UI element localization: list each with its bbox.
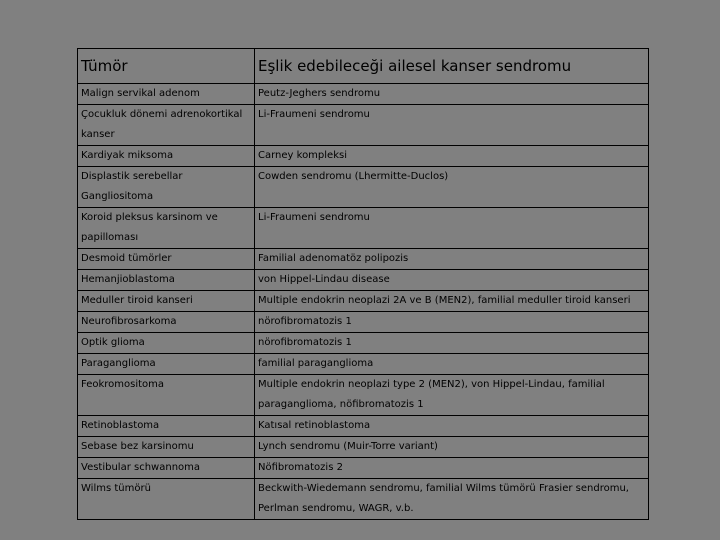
table-row	[78, 167, 649, 208]
syndrome-cell: Katısal retinoblastoma	[255, 416, 649, 437]
tumor-cell: Feokromositoma	[78, 375, 255, 416]
table-row	[78, 479, 649, 520]
tumor-cell: Kardiyak miksoma	[78, 146, 255, 167]
tumor-cell: Optik glioma	[78, 333, 255, 354]
syndrome-cell: Multiple endokrin neoplazi 2A ve B (MEN2), familial meduller tiroid kanseri	[255, 291, 649, 312]
table-row	[78, 249, 649, 270]
syndrome-cell: Familial adenomatöz polipozis	[255, 249, 649, 270]
table-row	[78, 84, 649, 105]
syndrome-cell: Cowden sendromu (Lhermitte-Duclos)	[255, 167, 649, 208]
tumor-cell: Neurofibrosarkoma	[78, 312, 255, 333]
syndrome-cell: Beckwith-Wiedemann sendromu, familial Wilms tümörü Frasier sendromu, Perlman sendromu, WAGR, v.b.	[255, 479, 649, 520]
table-row	[78, 146, 649, 167]
syndrome-cell: von Hippel-Lindau disease	[255, 270, 649, 291]
table-row	[78, 458, 649, 479]
tumor-syndrome-table	[77, 48, 649, 520]
syndrome-cell: Carney kompleksi	[255, 146, 649, 167]
table-row	[78, 416, 649, 437]
tumor-cell: Meduller tiroid kanseri	[78, 291, 255, 312]
table-row	[78, 270, 649, 291]
syndrome-cell: nörofibromatozis 1	[255, 333, 649, 354]
tumor-cell: Malign servikal adenom	[78, 84, 255, 105]
tumor-cell: Sebase bez karsinomu	[78, 437, 255, 458]
tumor-cell: Koroid pleksus karsinom ve papilloması	[78, 208, 255, 249]
header-tumor: Tümör	[78, 49, 255, 84]
syndrome-cell: Li-Fraumeni sendromu	[255, 208, 649, 249]
tumor-cell: Displastik serebellar Gangliositoma	[78, 167, 255, 208]
table-header-row	[78, 49, 649, 84]
table-row	[78, 291, 649, 312]
syndrome-cell: Multiple endokrin neoplazi type 2 (MEN2), von Hippel-Lindau, familial paraganglioma, nöfibromatozis 1	[255, 375, 649, 416]
syndrome-cell: nörofibromatozis 1	[255, 312, 649, 333]
syndrome-cell: familial paraganglioma	[255, 354, 649, 375]
table-row	[78, 208, 649, 249]
table-row	[78, 354, 649, 375]
table-row	[78, 105, 649, 146]
table-row	[78, 375, 649, 416]
tumor-cell: Çocukluk dönemi adrenokortikal kanser	[78, 105, 255, 146]
tumor-cell: Paraganglioma	[78, 354, 255, 375]
syndrome-cell: Lynch sendromu (Muir-Torre variant)	[255, 437, 649, 458]
tumor-cell: Desmoid tümörler	[78, 249, 255, 270]
table-row	[78, 333, 649, 354]
tumor-cell: Hemanjioblastoma	[78, 270, 255, 291]
table-row	[78, 437, 649, 458]
table-row	[78, 312, 649, 333]
tumor-cell: Wilms tümörü	[78, 479, 255, 520]
header-syndrome: Eşlik edebileceği ailesel kanser sendromu	[255, 49, 649, 84]
syndrome-cell: Peutz-Jeghers sendromu	[255, 84, 649, 105]
tumor-cell: Retinoblastoma	[78, 416, 255, 437]
tumor-cell: Vestibular schwannoma	[78, 458, 255, 479]
syndrome-cell: Li-Fraumeni sendromu	[255, 105, 649, 146]
syndrome-cell: Nöfibromatozis 2	[255, 458, 649, 479]
